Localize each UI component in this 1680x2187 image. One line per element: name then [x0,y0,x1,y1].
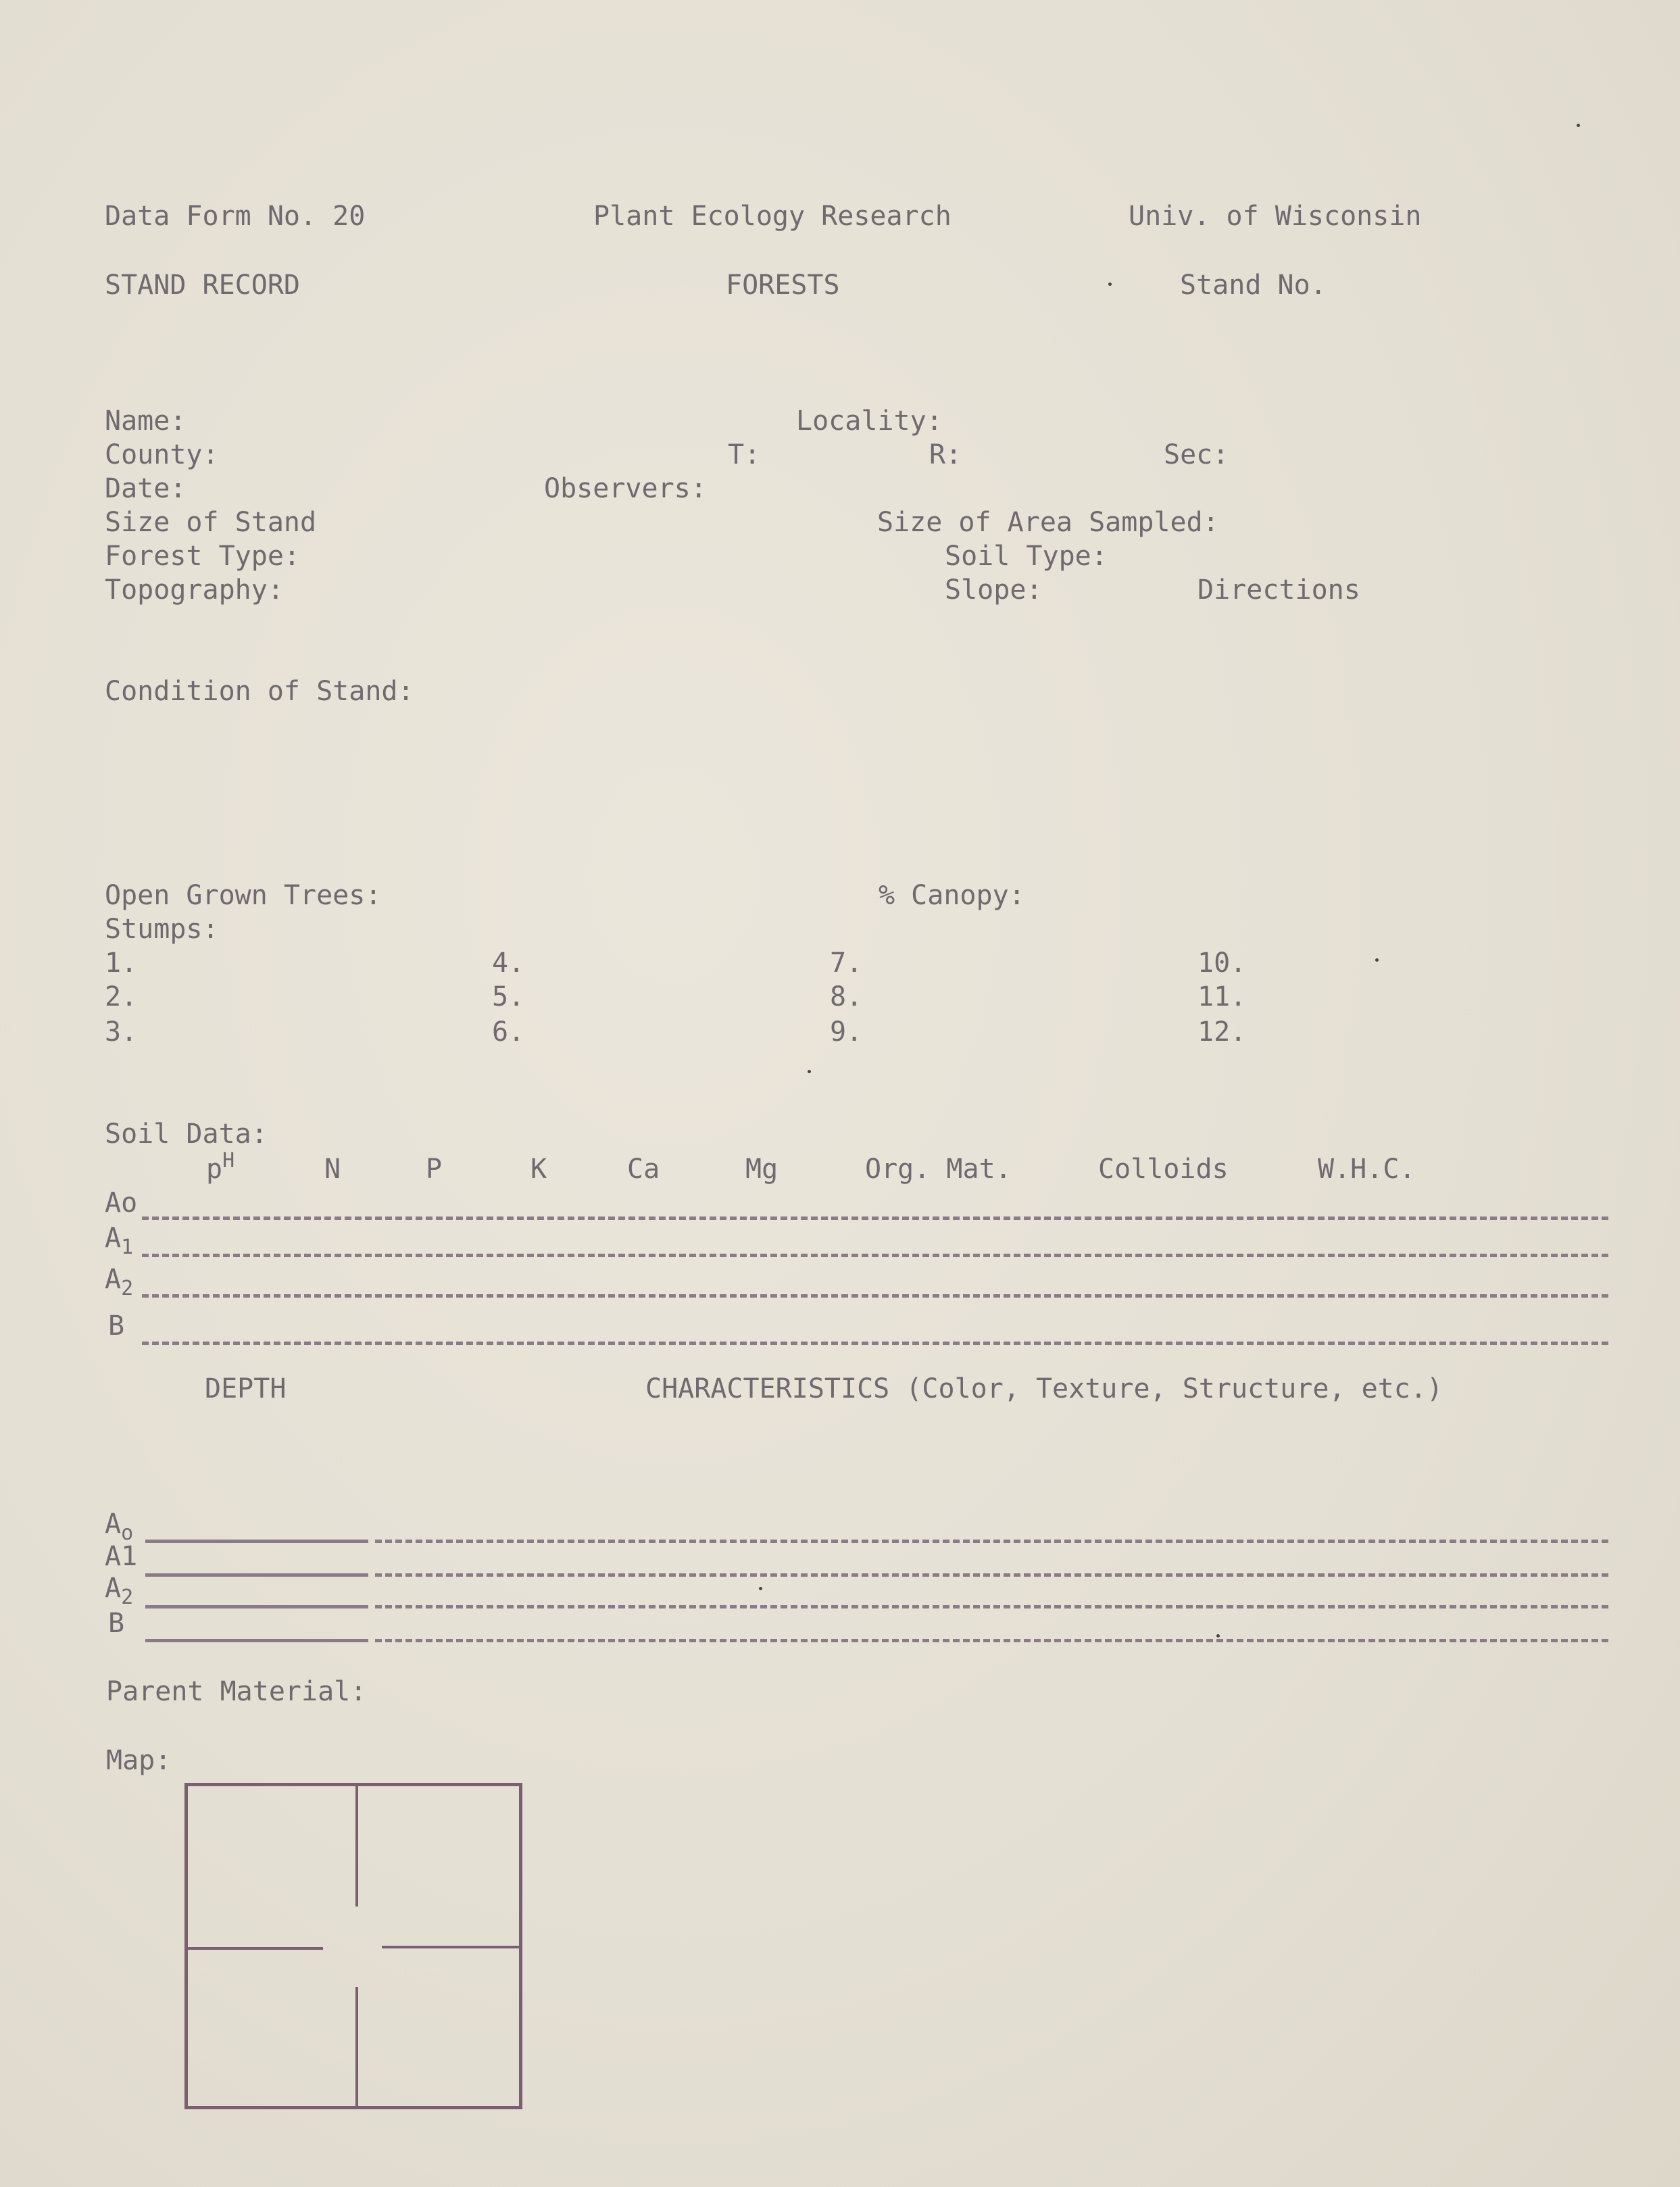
stump-number: 1. [105,948,138,979]
observers-label: Observers: [544,473,707,504]
range-label: R: [929,439,962,470]
condition-label: Condition of Stand: [105,676,414,707]
forest-type-label: Forest Type: [105,541,300,572]
stump-number: 11. [1197,981,1247,1012]
soil-type-label: Soil Type: [945,541,1108,572]
soil-row-label: $A_2$ [105,1264,134,1300]
directions-label: Directions [1197,574,1360,606]
organization: Plant Ecology Research [593,201,952,232]
ph-column-header: $p^H$ [206,1149,235,1185]
soil-row-line [142,1342,1608,1345]
characteristics-line [375,1639,1608,1642]
soil-column-header: Colloids [1098,1154,1229,1185]
date-label: Date: [105,473,187,504]
stump-number: 8. [830,981,863,1012]
depth-row-label: $A_2$ [105,1573,134,1609]
size-of-stand-label: Size of Stand [105,507,317,538]
speck [1108,282,1112,286]
soil-column-header: P [426,1154,443,1185]
depth-line [145,1540,368,1543]
depth-row-label: B [108,1608,125,1639]
stump-number: 3. [105,1016,138,1048]
speck [1577,124,1580,127]
name-label: Name: [105,406,187,437]
map-divider [188,1947,323,1950]
soil-column-header: Mg [745,1154,779,1185]
characteristics-line [375,1540,1608,1543]
soil-row-label: B [108,1310,125,1342]
soil-column-header: N [324,1154,341,1185]
map-divider [382,1946,519,1948]
stump-number: 10. [1197,948,1247,979]
map-divider [355,1987,358,2107]
soil-column-header: Ca [627,1154,660,1185]
soil-data-label: Soil Data: [105,1119,268,1150]
stump-number: 5. [492,981,525,1012]
locality-label: Locality: [796,406,943,437]
depth-line [145,1573,368,1577]
speck [1216,1634,1220,1638]
characteristics-line [375,1573,1608,1577]
slope-label: Slope: [945,574,1043,606]
map-divider [355,1786,358,1907]
soil-row-label: Ao [105,1187,138,1219]
soil-row-line [142,1254,1608,1257]
soil-row-label: $A_1$ [105,1223,134,1259]
form-number: Data Form No. 20 [105,201,366,232]
category: FORESTS [726,270,840,301]
university: Univ. of Wisconsin [1129,201,1422,232]
depth-row-label: $A_o$ [105,1508,134,1545]
depth-line [145,1639,368,1642]
stump-number: 9. [830,1016,863,1048]
record-title: STAND RECORD [105,270,300,301]
stump-number: 7. [830,948,863,979]
speck [759,1587,762,1590]
characteristics-header: CHARACTERISTICS (Color, Texture, Structure, etc.) [645,1373,1443,1404]
stump-number: 12. [1197,1016,1247,1048]
stumps-label: Stumps: [105,914,219,945]
depth-line [145,1605,368,1608]
soil-row-line [142,1294,1608,1298]
stump-number: 2. [105,981,138,1012]
topography-label: Topography: [105,574,284,606]
township-label: T: [728,439,761,470]
size-of-area-label: Size of Area Sampled: [877,507,1219,538]
depth-row-label: A1 [105,1541,138,1572]
county-label: County: [105,439,219,470]
stand-number-label: Stand No. [1180,270,1327,301]
speck [808,1070,811,1073]
section-label: Sec: [1164,439,1229,470]
canopy-label: % Canopy: [879,880,1025,911]
soil-row-line [142,1217,1608,1220]
depth-header: DEPTH [205,1373,287,1404]
characteristics-line [375,1605,1608,1608]
open-grown-trees-label: Open Grown Trees: [105,880,382,911]
soil-column-header: K [530,1154,547,1185]
soil-column-header: Org. Mat. [865,1154,1012,1185]
speck [1375,958,1379,962]
parent-material-label: Parent Material: [106,1676,367,1707]
stump-number: 6. [492,1016,525,1048]
soil-column-header: W.H.C. [1318,1154,1416,1185]
stump-number: 4. [492,948,525,979]
map-label: Map: [106,1745,172,1776]
